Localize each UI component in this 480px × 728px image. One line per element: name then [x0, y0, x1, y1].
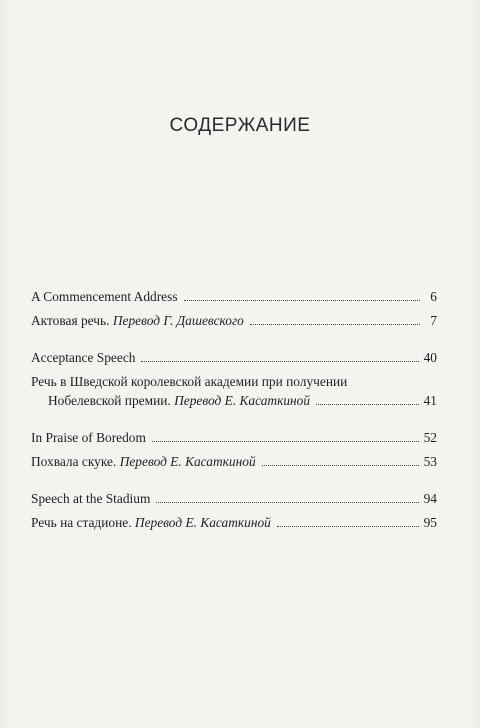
- toc-entry-title: Речь на стадионе. Перевод Е. Касаткиной: [31, 515, 271, 530]
- toc-entry-title: A Commencement Address: [31, 289, 178, 304]
- dot-leader: [141, 361, 418, 362]
- toc-group-stadium: [31, 489, 437, 532]
- dot-leader: [262, 465, 419, 466]
- dot-leader: [184, 300, 420, 301]
- toc-entry-title: In Praise of Boredom: [31, 430, 146, 445]
- toc-entry-title-line1: Речь в Шведской королевской академии при получении: [31, 374, 348, 389]
- toc-entry: [31, 372, 437, 410]
- toc-entry-translator: Перевод Г. Дашевского: [112, 313, 244, 328]
- toc-page-number: 94: [423, 491, 437, 506]
- dot-leader: [316, 404, 419, 405]
- toc-entry-title: Похвала скуке. Перевод Е. Касаткиной: [31, 454, 256, 469]
- dot-leader: [152, 441, 419, 442]
- toc-entry-translator: Перевод Е. Касаткиной: [119, 454, 256, 469]
- toc-page-number: 7: [430, 313, 437, 328]
- toc-entry-title: Актовая речь. Перевод Г. Дашевского: [31, 313, 244, 328]
- toc-entry: [31, 489, 437, 508]
- toc-entry: [31, 452, 437, 471]
- dot-leader: [277, 526, 419, 527]
- toc-entry: [31, 428, 437, 447]
- toc-entry-title-line2: [31, 391, 437, 410]
- toc-group-commencement: [31, 287, 437, 330]
- toc-page-number: 52: [423, 430, 437, 445]
- toc-entry-title: Acceptance Speech: [31, 350, 136, 365]
- toc-entry-title: Нобелевской премии. Перевод Е. Касаткиной: [48, 393, 311, 408]
- page-title: СОДЕРЖАНИЕ: [169, 115, 311, 136]
- toc-group-boredom: [31, 428, 437, 471]
- toc-group-acceptance: [31, 348, 437, 410]
- toc-entry-title: Speech at the Stadium: [31, 491, 151, 506]
- toc-page-number: 53: [423, 454, 437, 469]
- toc-entry: [31, 311, 437, 330]
- dot-leader: [156, 502, 418, 503]
- toc-entry: [31, 287, 437, 306]
- toc-page-number: 40: [423, 350, 437, 365]
- toc-page-number: 6: [430, 289, 437, 304]
- table-of-contents: [31, 287, 437, 550]
- toc-entry-translator: Перевод Е. Касаткиной: [134, 515, 271, 530]
- toc-page-number: 95: [423, 515, 437, 530]
- toc-entry: [31, 348, 437, 367]
- toc-entry-translator: Перевод Е. Касаткиной: [174, 393, 311, 408]
- toc-entry: [31, 513, 437, 532]
- dot-leader: [250, 324, 420, 325]
- toc-page-number: 41: [423, 393, 437, 408]
